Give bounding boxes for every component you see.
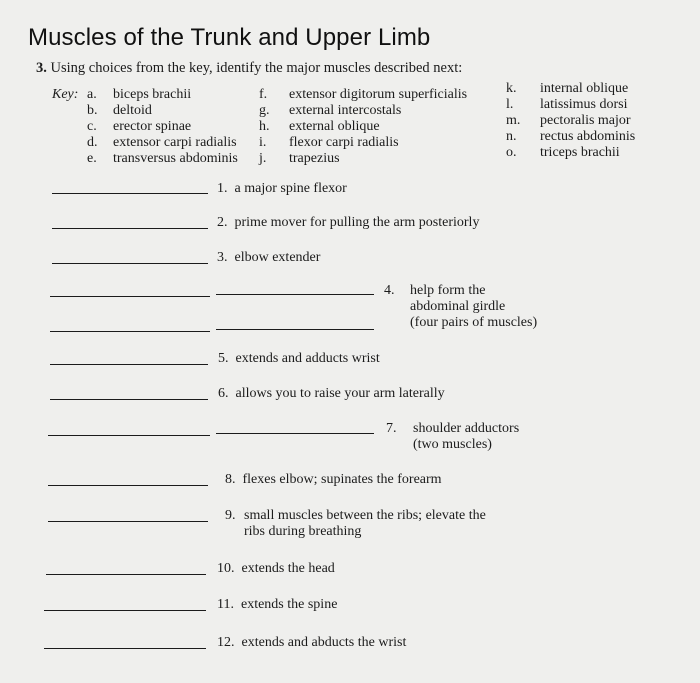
answer-blank-2[interactable] bbox=[52, 228, 208, 229]
answer-blank-6[interactable] bbox=[50, 399, 208, 400]
key-item-k: k. internal oblique bbox=[506, 81, 629, 96]
question-10: 10. extends the head bbox=[217, 561, 335, 576]
key-item-j: j. trapezius bbox=[259, 151, 340, 166]
question-11: 11. extends the spine bbox=[217, 597, 338, 612]
question-12: 12. extends and abducts the wrist bbox=[217, 635, 407, 650]
answer-blank-9[interactable] bbox=[48, 521, 208, 522]
answer-blank-8[interactable] bbox=[48, 485, 208, 486]
answer-blank-10[interactable] bbox=[46, 574, 206, 575]
key-item-l: l. latissimus dorsi bbox=[506, 97, 628, 112]
question-3: 3. elbow extender bbox=[217, 250, 321, 265]
key-item-m: m. pectoralis major bbox=[506, 113, 631, 128]
answer-blank-4b[interactable] bbox=[216, 294, 374, 295]
answer-blank-7a[interactable] bbox=[48, 435, 210, 436]
instruction bbox=[36, 60, 462, 77]
key-item-g: g. external intercostals bbox=[259, 103, 402, 118]
key-item-b: b. deltoid bbox=[87, 103, 152, 118]
answer-blank-3[interactable] bbox=[52, 263, 208, 264]
key-column-1 bbox=[87, 87, 238, 167]
key-column-3 bbox=[506, 81, 635, 161]
instruction-number: 3. bbox=[36, 60, 47, 76]
answer-blank-7b[interactable] bbox=[216, 433, 374, 434]
answer-blank-4a[interactable] bbox=[50, 296, 210, 297]
question-6: 6. allows you to raise your arm laterally bbox=[218, 386, 445, 401]
key-item-o: o. triceps brachii bbox=[506, 145, 620, 160]
key-item-i: i. flexor carpi radialis bbox=[259, 135, 399, 150]
key-label: Key: bbox=[52, 87, 79, 102]
answer-blank-12[interactable] bbox=[44, 648, 206, 649]
key-item-a: a. biceps brachii bbox=[87, 87, 192, 102]
page-title: Muscles of the Trunk and Upper Limb bbox=[28, 24, 431, 51]
question-2: 2. prime mover for pulling the arm posteriorly bbox=[217, 215, 480, 230]
key-item-e: e. transversus abdominis bbox=[87, 151, 238, 166]
question-9-number: 9. bbox=[225, 508, 236, 523]
key-item-h: h. external oblique bbox=[259, 119, 380, 134]
question-4-text: help form the abdominal girdle (four pairs of muscles) bbox=[410, 283, 538, 330]
key-item-n: n. rectus abdominis bbox=[506, 129, 636, 144]
question-5: 5. extends and adducts wrist bbox=[218, 351, 380, 366]
key-item-d: d. extensor carpi radialis bbox=[87, 135, 237, 150]
answer-blank-11[interactable] bbox=[44, 610, 206, 611]
key-column-2 bbox=[259, 87, 467, 167]
key-item-f: f. extensor digitorum superficialis bbox=[259, 87, 468, 102]
question-7-number: 7. bbox=[386, 421, 397, 436]
answer-blank-4c[interactable] bbox=[50, 331, 210, 332]
answer-blank-1[interactable] bbox=[52, 193, 208, 194]
answer-blank-4d[interactable] bbox=[216, 329, 374, 330]
question-8: 8. flexes elbow; supinates the forearm bbox=[225, 472, 442, 487]
answer-blank-5[interactable] bbox=[50, 364, 208, 365]
instruction-text: Using choices from the key, identify the major muscles described next: bbox=[50, 60, 463, 76]
question-4-number: 4. bbox=[384, 283, 395, 298]
key-item-c: c. erector spinae bbox=[87, 119, 192, 134]
question-1: 1. a major spine flexor bbox=[217, 181, 347, 196]
question-9-text: small muscles between the ribs; elevate the ribs during breathing bbox=[244, 508, 486, 539]
question-7-text: shoulder adductors (two muscles) bbox=[413, 421, 520, 452]
